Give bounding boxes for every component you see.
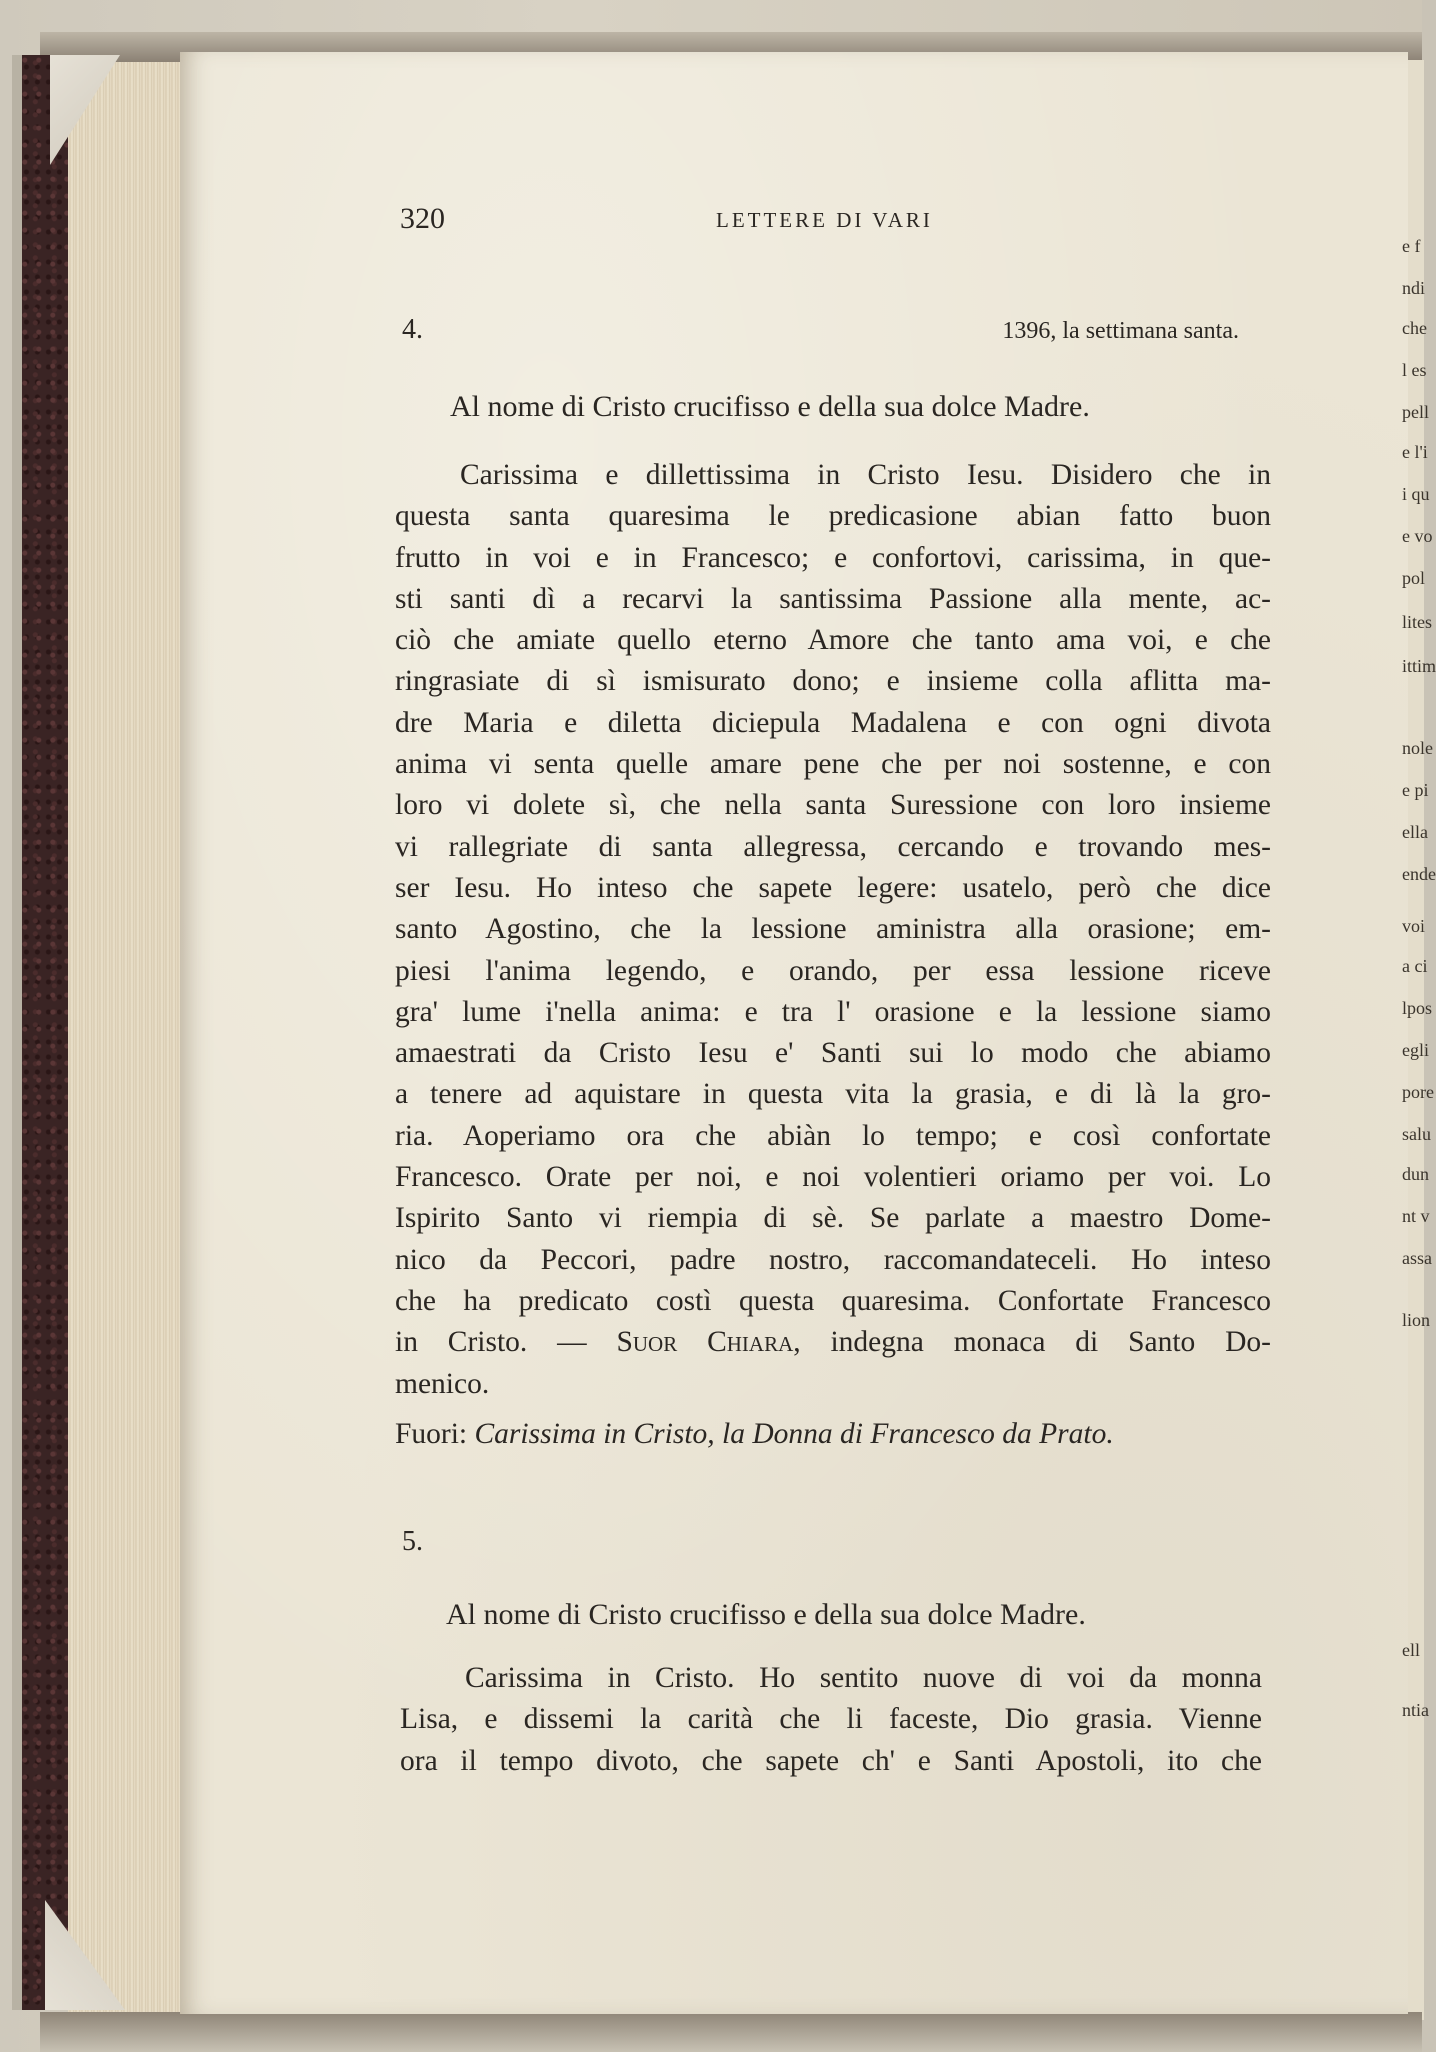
facing-fragment: pol <box>1402 568 1426 588</box>
facing-fragment: ende <box>1402 864 1436 884</box>
body-line: gra' lume i'nella anima: e tra l' orasione e la lessione siamo <box>395 995 1271 1028</box>
body-line: ora il tempo divoto, che sapete ch' e Santi Apostoli, ito che <box>400 1744 1262 1777</box>
facing-fragment: nole <box>1402 738 1433 758</box>
body-line: santo Agostino, che la lessione aministra alla orasione; em- <box>395 913 1271 946</box>
body-line: ciò che amiate quello eterno Amore che tanto ama voi, e che <box>395 624 1271 657</box>
facing-fragment: assa <box>1402 1248 1432 1268</box>
page-number: 320 <box>400 202 445 235</box>
body-line: a tenere ad aquistare in questa vita la grasia, e di là la gro- <box>395 1078 1271 1111</box>
body-line: ringrasiate di sì ismisurato dono; e insieme colla aflitta ma- <box>395 665 1271 698</box>
body-line: menico. <box>395 1367 490 1400</box>
outside-address-line <box>395 1418 1271 1451</box>
letter-body <box>400 1658 1262 1782</box>
facing-fragment: a ci <box>1402 956 1428 976</box>
body-line: Carissima in Cristo. Ho sentito nuove di voi da monna <box>465 1662 1262 1694</box>
facing-fragment: lites <box>1402 612 1432 632</box>
page-header <box>400 202 1236 242</box>
facing-fragment: e vo <box>1402 526 1433 546</box>
body-line: Carissima e dillettissima in Cristo Iesu. Disidero che in <box>460 459 1271 491</box>
body-line: sti santi dì a recarvi la santissima Passione alla mente, ac- <box>395 582 1271 615</box>
facing-fragment: ndi <box>1402 278 1426 298</box>
body-line: loro vi dolete sì, che nella santa Suressione con loro insieme <box>395 789 1271 822</box>
facing-fragment: lpos <box>1402 998 1433 1018</box>
book-bottom-edge <box>40 2012 1422 2052</box>
outside-address: Carissima in Cristo, la Donna di Francesco da Prato. <box>474 1418 1114 1450</box>
facing-fragment: che <box>1402 318 1427 338</box>
signature-name: Suor Chiara <box>616 1326 794 1359</box>
letter-salutation: Al nome di Cristo crucifisso e della sua dolce Madre. <box>446 1598 1086 1631</box>
facing-fragment: ntia <box>1402 1700 1429 1720</box>
body-line: vi rallegriate di santa allegressa, cercando e trovando mes- <box>395 830 1271 863</box>
body-line: anima vi senta quelle amare pene che per noi sostenne, e con <box>395 748 1271 781</box>
facing-fragment: pell <box>1402 402 1429 422</box>
outside-label: Fuori: <box>395 1418 475 1450</box>
body-line: piesi l'anima legendo, e orando, per essa lessione riceve <box>395 954 1271 987</box>
body-line: ser Iesu. Ho inteso che sapete legere: usatelo, però che dice <box>395 871 1271 904</box>
body-line: amaestrati da Cristo Iesu e' Santi sui lo modo che abiamo <box>395 1037 1271 1070</box>
running-title: LETTERE DI VARI <box>716 208 933 232</box>
facing-fragment: l es <box>1402 360 1427 380</box>
body-line: dre Maria e diletta diciepula Madalena e con ogni divota <box>395 706 1271 739</box>
facing-fragment: egli <box>1402 1040 1429 1060</box>
facing-fragment: ittim <box>1402 656 1436 676</box>
body-line: ria. Aoperiamo ora che abiàn lo tempo; e così confortate <box>395 1119 1271 1152</box>
facing-fragment: e l'i <box>1402 442 1428 462</box>
letter-number: 4. <box>402 314 423 345</box>
facing-fragment: nt v <box>1402 1206 1430 1226</box>
letter-body <box>395 455 1271 1405</box>
facing-fragment: ell <box>1402 1640 1420 1660</box>
facing-fragment: i qu <box>1402 484 1430 504</box>
signature-rest: , indegna monaca di Santo Do- <box>793 1326 1271 1359</box>
body-line: Ispirito Santo vi riempia di sè. Se parlate a maestro Dome- <box>395 1202 1271 1235</box>
facing-fragment: pore <box>1402 1082 1434 1102</box>
facing-fragment: dun <box>1402 1164 1429 1184</box>
page-edges <box>68 62 193 2017</box>
signature-line <box>395 1322 1271 1363</box>
body-line: Francesco. Orate per noi, e noi volentieri oriamo per voi. Lo <box>395 1161 1271 1194</box>
facing-fragment: lion <box>1402 1310 1431 1330</box>
letter-number: 5. <box>402 1526 423 1557</box>
letter-salutation: Al nome di Cristo crucifisso e della sua dolce Madre. <box>450 390 1090 423</box>
facing-fragment: ella <box>1402 822 1428 842</box>
body-line: che ha predicato costì questa quaresima. Confortate Francesco <box>395 1284 1271 1317</box>
body-line-prefix: in Cristo. — <box>395 1326 617 1359</box>
body-line: questa santa quaresima le predicasione abian fatto buon <box>395 500 1271 533</box>
body-line: nico da Peccori, padre nostro, raccomandateceli. Ho inteso <box>395 1243 1271 1276</box>
facing-fragment: e pi <box>1402 780 1429 800</box>
body-line: frutto in voi e in Francesco; e confortovi, carissima, in que- <box>395 541 1271 574</box>
facing-fragment: salu <box>1402 1124 1431 1144</box>
body-line: Lisa, e dissemi la carità che li faceste, Dio grasia. Vienne <box>400 1703 1262 1736</box>
facing-fragment: e f <box>1402 236 1421 256</box>
letter-date: 1396, la settimana santa. <box>1002 318 1239 344</box>
facing-fragment: voi <box>1402 916 1426 936</box>
